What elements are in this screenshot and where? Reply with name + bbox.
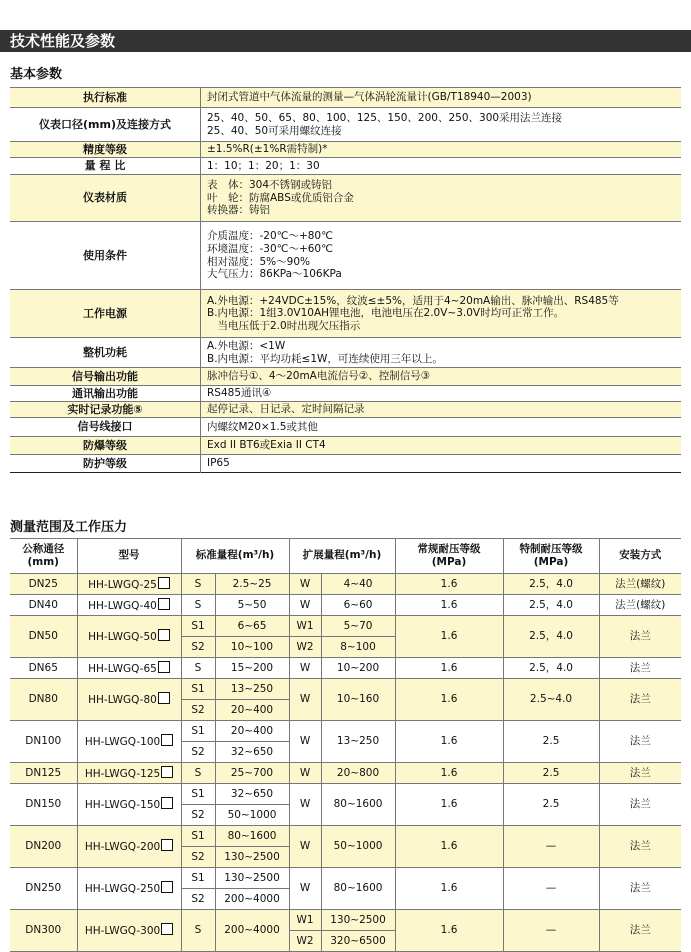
std-range-value: 25~700 <box>215 763 289 784</box>
std-range-value: 20~400 <box>215 721 289 742</box>
ext-range-code: W <box>289 721 321 763</box>
ext-range-value: 10~200 <box>321 658 395 679</box>
std-range-value: 200~4000 <box>215 910 289 952</box>
model-cell <box>77 763 181 784</box>
ext-range-code: W <box>289 574 321 595</box>
measure-row <box>10 721 681 742</box>
ext-range-value: 20~800 <box>321 763 395 784</box>
param-value: Exd II BT6或Exia II CT4 <box>201 437 682 455</box>
param-label: 精度等级 <box>10 142 201 158</box>
option-checkbox-icon <box>161 881 173 893</box>
param-row <box>10 142 681 158</box>
nominal-diameter: DN125 <box>10 763 77 784</box>
param-value: 内螺纹M20×1.5或其他 <box>201 418 682 437</box>
normal-pressure: 1.6 <box>395 763 503 784</box>
param-row <box>10 222 681 290</box>
option-checkbox-icon <box>161 766 173 778</box>
option-checkbox-icon <box>158 692 170 704</box>
std-range-code: S <box>181 763 215 784</box>
special-pressure: 2.5 <box>503 721 599 763</box>
measure-row <box>10 679 681 700</box>
std-range-value: 50~1000 <box>215 805 289 826</box>
ext-range-value: 50~1000 <box>321 826 395 868</box>
std-range-value: 20~400 <box>215 700 289 721</box>
std-range-value: 6~65 <box>215 616 289 637</box>
std-range-code: S1 <box>181 679 215 700</box>
nominal-diameter: DN300 <box>10 910 77 952</box>
param-row <box>10 290 681 338</box>
measure-row <box>10 574 681 595</box>
param-value: 25、40、50、65、80、100、125、150、200、250、300采用法兰连接 25、40、50可采用螺纹连接 <box>201 108 682 142</box>
install-method: 法兰 <box>599 784 681 826</box>
install-method: 法兰 <box>599 868 681 910</box>
normal-pressure: 1.6 <box>395 616 503 658</box>
ext-range-value: 5~70 <box>321 616 395 637</box>
param-row <box>10 158 681 175</box>
ext-range-code: W1 <box>289 910 321 931</box>
special-pressure: — <box>503 826 599 868</box>
special-pressure: 2.5，4.0 <box>503 616 599 658</box>
ext-range-code: W <box>289 679 321 721</box>
measure-title: 测量范围及工作压力 <box>10 520 128 535</box>
param-value: 起停记录、日记录、定时间隔记录 <box>201 402 682 418</box>
model-cell <box>77 910 181 952</box>
nominal-diameter: DN25 <box>10 574 77 595</box>
basic-params-title: 基本参数 <box>10 67 63 82</box>
param-label: 仪表口径(mm)及连接方式 <box>10 108 201 142</box>
measure-row <box>10 658 681 679</box>
param-row <box>10 418 681 437</box>
param-label: 使用条件 <box>10 222 201 290</box>
install-method: 法兰(螺纹) <box>599 574 681 595</box>
measure-row <box>10 784 681 805</box>
param-row <box>10 437 681 455</box>
model-number: HH-LWGQ-25 <box>88 578 157 591</box>
std-range-code: S <box>181 595 215 616</box>
std-range-code: S1 <box>181 616 215 637</box>
special-pressure: — <box>503 910 599 952</box>
std-range-value: 200~4000 <box>215 889 289 910</box>
model-number: HH-LWGQ-300 <box>84 925 161 938</box>
nominal-diameter: DN200 <box>10 826 77 868</box>
ext-range-code: W <box>289 658 321 679</box>
model-cell <box>77 658 181 679</box>
ext-range-code: W <box>289 868 321 910</box>
normal-pressure: 1.6 <box>395 721 503 763</box>
model-number: HH-LWGQ-40 <box>88 599 157 612</box>
basic-params-table <box>10 87 681 473</box>
std-range-code: S1 <box>181 784 215 805</box>
page-banner: 技术性能及参数 <box>0 30 691 52</box>
std-range-value: 80~1600 <box>215 826 289 847</box>
param-label: 防爆等级 <box>10 437 201 455</box>
param-label: 执行标准 <box>10 88 201 108</box>
std-range-value: 5~50 <box>215 595 289 616</box>
header-std-range: 标准量程(m³/h) <box>181 539 289 574</box>
std-range-code: S2 <box>181 637 215 658</box>
install-method: 法兰 <box>599 616 681 658</box>
param-label: 通讯输出功能 <box>10 386 201 402</box>
special-pressure: 2.5，4.0 <box>503 658 599 679</box>
measure-row <box>10 826 681 847</box>
normal-pressure: 1.6 <box>395 658 503 679</box>
std-range-code: S1 <box>181 826 215 847</box>
ext-range-code: W1 <box>289 616 321 637</box>
install-method: 法兰 <box>599 679 681 721</box>
ext-range-value: 8~100 <box>321 637 395 658</box>
ext-range-value: 10~160 <box>321 679 395 721</box>
param-value: 介质温度：-20℃～+80℃ 环境温度：-30℃～+60℃ 相对湿度：5%～90% 大气压力：86KPa～106KPa <box>201 222 682 290</box>
nominal-diameter: DN65 <box>10 658 77 679</box>
nominal-diameter: DN250 <box>10 868 77 910</box>
model-cell <box>77 616 181 658</box>
std-range-value: 15~200 <box>215 658 289 679</box>
std-range-code: S2 <box>181 742 215 763</box>
ext-range-code: W2 <box>289 637 321 658</box>
special-pressure: 2.5，4.0 <box>503 595 599 616</box>
std-range-code: S <box>181 910 215 952</box>
model-cell <box>77 574 181 595</box>
param-row <box>10 108 681 142</box>
header-install: 安装方式 <box>599 539 681 574</box>
model-cell <box>77 826 181 868</box>
special-pressure: 2.5~4.0 <box>503 679 599 721</box>
special-pressure: 2.5 <box>503 784 599 826</box>
header-model: 型号 <box>77 539 181 574</box>
option-checkbox-icon <box>158 577 170 589</box>
param-row <box>10 368 681 386</box>
model-number: HH-LWGQ-125 <box>84 767 161 780</box>
param-value: 脉冲信号①、4～20mA电流信号②、控制信号③ <box>201 368 682 386</box>
normal-pressure: 1.6 <box>395 910 503 952</box>
ext-range-code: W2 <box>289 931 321 952</box>
std-range-code: S1 <box>181 868 215 889</box>
nominal-diameter: DN100 <box>10 721 77 763</box>
ext-range-value: 130~2500 <box>321 910 395 931</box>
measure-row <box>10 595 681 616</box>
model-number: HH-LWGQ-80 <box>88 694 157 707</box>
header-ext-range: 扩展量程(m³/h) <box>289 539 395 574</box>
model-number: HH-LWGQ-200 <box>84 841 161 854</box>
param-value: ±1.5%R(±1%R需特制)* <box>201 142 682 158</box>
option-checkbox-icon <box>161 734 173 746</box>
ext-range-code: W <box>289 595 321 616</box>
param-row <box>10 88 681 108</box>
param-value: A.外电源：+24VDC±15%，纹波≤±5%，适用于4~20mA输出、脉冲输出、RS485等 B.内电源：1组3.0V10AH锂电池，电池电压在2.0V~3.0V时均可正常工作。 当电压低于2.0时出现欠压指示 <box>201 290 682 338</box>
param-label: 整机功耗 <box>10 338 201 368</box>
std-range-value: 130~2500 <box>215 868 289 889</box>
measure-row <box>10 868 681 889</box>
param-row <box>10 338 681 368</box>
std-range-value: 32~650 <box>215 784 289 805</box>
header-dn: 公称通径 (mm) <box>10 539 77 574</box>
option-checkbox-icon <box>158 661 170 673</box>
ext-range-value: 320~6500 <box>321 931 395 952</box>
measure-row <box>10 616 681 637</box>
param-value: A.外电源：<1W B.内电源：平均功耗≤1W，可连续使用三年以上。 <box>201 338 682 368</box>
install-method: 法兰 <box>599 910 681 952</box>
model-number: HH-LWGQ-50 <box>88 631 157 644</box>
model-number: HH-LWGQ-65 <box>88 662 157 675</box>
std-range-value: 2.5~25 <box>215 574 289 595</box>
ext-range-value: 4~40 <box>321 574 395 595</box>
install-method: 法兰 <box>599 763 681 784</box>
std-range-code: S <box>181 658 215 679</box>
special-pressure: 2.5，4.0 <box>503 574 599 595</box>
install-method: 法兰 <box>599 826 681 868</box>
model-cell <box>77 595 181 616</box>
std-range-value: 13~250 <box>215 679 289 700</box>
param-label: 信号线接口 <box>10 418 201 437</box>
measure-table <box>10 538 681 952</box>
model-number: HH-LWGQ-100 <box>84 736 161 749</box>
param-value: 封闭式管道中气体流量的测量—气体涡轮流量计(GB/T18940—2003) <box>201 88 682 108</box>
param-row <box>10 175 681 222</box>
special-pressure: — <box>503 868 599 910</box>
param-label: 量 程 比 <box>10 158 201 175</box>
std-range-code: S <box>181 574 215 595</box>
ext-range-value: 80~1600 <box>321 868 395 910</box>
param-label: 工作电源 <box>10 290 201 338</box>
param-value: IP65 <box>201 455 682 473</box>
std-range-value: 32~650 <box>215 742 289 763</box>
option-checkbox-icon <box>158 598 170 610</box>
param-row <box>10 386 681 402</box>
param-label: 仪表材质 <box>10 175 201 222</box>
ext-range-value: 6~60 <box>321 595 395 616</box>
normal-pressure: 1.6 <box>395 595 503 616</box>
measure-row <box>10 910 681 931</box>
std-range-code: S2 <box>181 847 215 868</box>
nominal-diameter: DN80 <box>10 679 77 721</box>
std-range-code: S2 <box>181 889 215 910</box>
normal-pressure: 1.6 <box>395 826 503 868</box>
nominal-diameter: DN40 <box>10 595 77 616</box>
ext-range-code: W <box>289 826 321 868</box>
normal-pressure: 1.6 <box>395 784 503 826</box>
std-range-code: S2 <box>181 700 215 721</box>
model-cell <box>77 868 181 910</box>
param-label: 防护等级 <box>10 455 201 473</box>
ext-range-code: W <box>289 763 321 784</box>
std-range-code: S2 <box>181 805 215 826</box>
option-checkbox-icon <box>161 797 173 809</box>
param-label: 实时记录功能⑤ <box>10 402 201 418</box>
nominal-diameter: DN150 <box>10 784 77 826</box>
install-method: 法兰 <box>599 658 681 679</box>
model-cell <box>77 721 181 763</box>
nominal-diameter: DN50 <box>10 616 77 658</box>
option-checkbox-icon <box>158 629 170 641</box>
param-value: RS485通讯④ <box>201 386 682 402</box>
std-range-value: 10~100 <box>215 637 289 658</box>
header-special-pressure: 特制耐压等级 (MPa) <box>503 539 599 574</box>
ext-range-code: W <box>289 784 321 826</box>
option-checkbox-icon <box>161 923 173 935</box>
model-number: HH-LWGQ-250 <box>84 883 161 896</box>
install-method: 法兰(螺纹) <box>599 595 681 616</box>
measure-row <box>10 763 681 784</box>
model-cell <box>77 784 181 826</box>
normal-pressure: 1.6 <box>395 574 503 595</box>
normal-pressure: 1.6 <box>395 868 503 910</box>
option-checkbox-icon <box>161 839 173 851</box>
param-value: 1：10；1：20；1：30 <box>201 158 682 175</box>
special-pressure: 2.5 <box>503 763 599 784</box>
std-range-code: S1 <box>181 721 215 742</box>
param-row <box>10 402 681 418</box>
param-value: 表 体：304不锈钢或铸铝 叶 轮：防腐ABS或优质铝合金 转换器：铸铝 <box>201 175 682 222</box>
ext-range-value: 80~1600 <box>321 784 395 826</box>
param-row <box>10 455 681 473</box>
model-number: HH-LWGQ-150 <box>84 799 161 812</box>
std-range-value: 130~2500 <box>215 847 289 868</box>
normal-pressure: 1.6 <box>395 679 503 721</box>
install-method: 法兰 <box>599 721 681 763</box>
model-cell <box>77 679 181 721</box>
header-normal-pressure: 常规耐压等级 (MPa) <box>395 539 503 574</box>
ext-range-value: 13~250 <box>321 721 395 763</box>
param-label: 信号输出功能 <box>10 368 201 386</box>
